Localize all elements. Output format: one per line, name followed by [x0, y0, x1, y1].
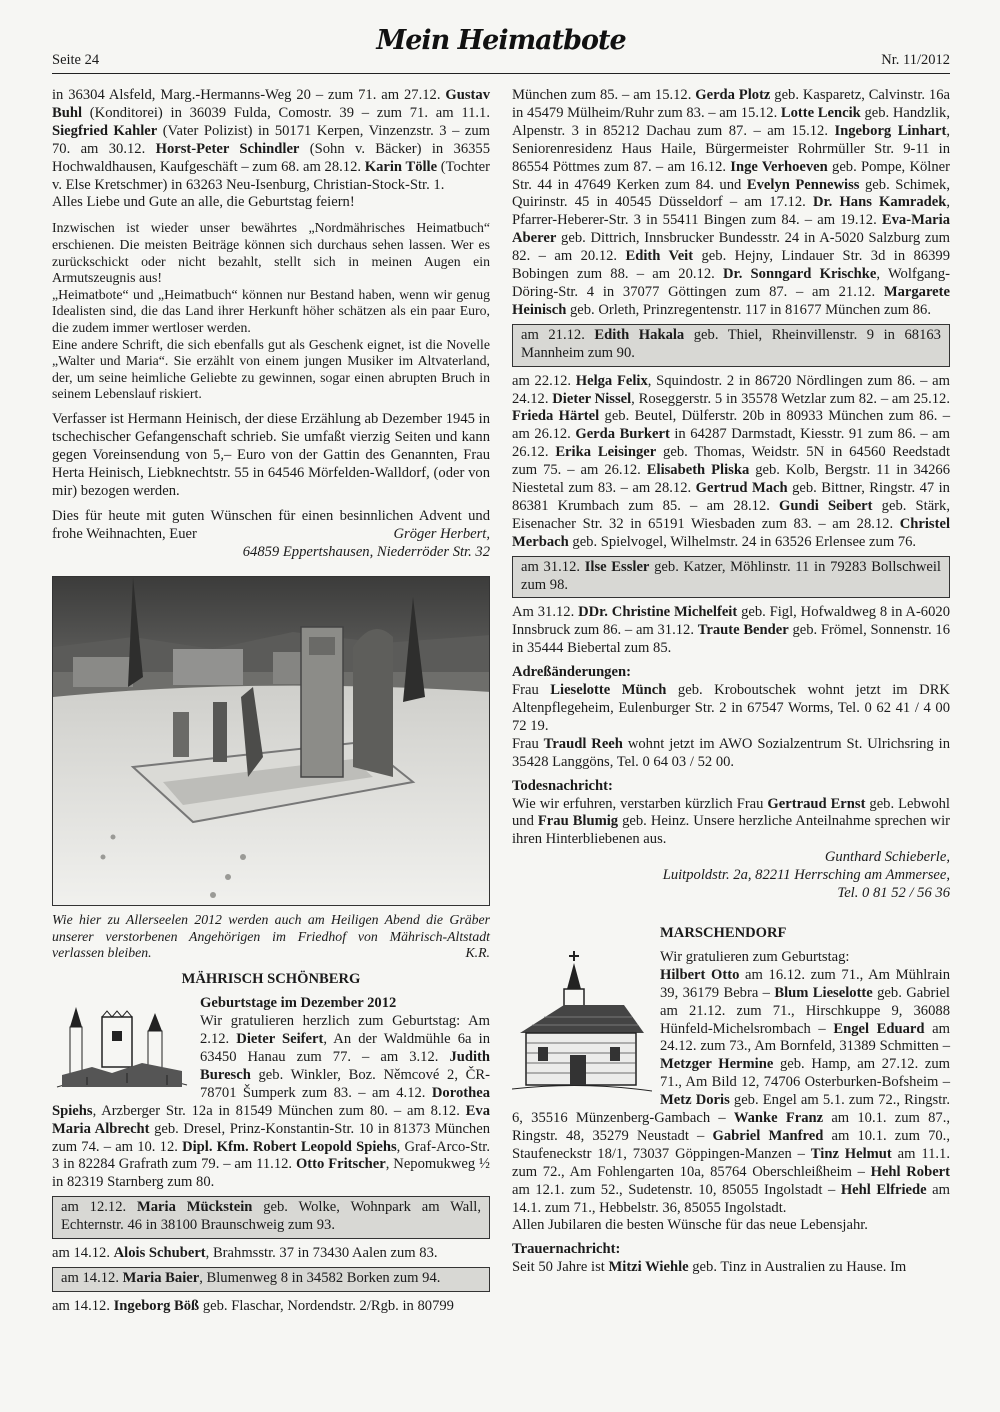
paragraph: Verfasser ist Hermann Heinisch, der diese Erzählung ab Dezember 1945 in tschechischer Gefangenschaft schrieb. Sie umfaßt vierzig Seiten und kann gegen Voreinsendung von 5,– Euro von der Gattin des Genannten, Frau Herta Heinisch, Liebknechtstr. 55 in 64546 Mörfelden-Walldorf, (oder von mir) bezogen werden.	[52, 410, 490, 499]
page-number: Seite 24	[52, 52, 100, 68]
highlight-box: am 21.12. Edith Hakala geb. Thiel, Rheinvillenstr. 9 in 68163 Mannheim zum 90.	[512, 324, 950, 367]
issue-number: Nr. 11/2012	[881, 52, 950, 68]
highlight-box: am 14.12. Maria Baier, Blumenweg 8 in 34582 Borken zum 94.	[52, 1267, 490, 1292]
birthday-list-continued: München zum 85. – am 15.12. Gerda Plotz geb. Kasparetz, Calvinstr. 16a in 45479 Mülheim/Ruhr zum 83. – am 15.12. Lotte Lencik geb. Handzlik, Alpenstr. 3 in 85212 Dachau zum 87. – am 15.12. Ingeborg Linhart, Seniorenresidenz Haus Haile, Bürgermeister Rohrmüller Str. 9-11 in 86554 Pöttmes zum 87. – am 16.12. Inge Verhoeven geb. Pompe, Kölner Str. 44 in 47649 Kerken zum 84. und Evelyn Pennewiss geb. Schimek, Quirinstr. 45 in 40545 Düsseldorf – am 17.12. Dr. Hans Kamradek, Pfarrer-Heberer-Str. 3 in 55411 Bingen zum 84. – am 19.12. Eva-Maria Aberer geb. Dittrich, Innsbrucker Bundesstr. 24 in A-5020 Salzburg zum 82. – am 20.12. Edith Veit geb. Hejny, Lindauer Str. 3d in 86399 Bobingen zum 88. – am 20.12. Dr. Sonngard Krischke, Wolfgang-Döring-Str. 4 in 37077 Göttingen zum 87. – am 21.12. Margarete Heinisch geb. Orleth, Prinzregentenstr. 117 in 81677 München zum 86.	[512, 87, 951, 318]
birthday-entry: am 14.12. Alois Schubert, Brahmsstr. 37 in 73430 Aalen zum 83.	[52, 1245, 438, 1262]
closing-wishes: Allen Jubilaren die besten Wünsche für das neue Lebensjahr.	[512, 1217, 868, 1234]
town-illustration	[52, 997, 192, 1099]
address-change: Frau Lieselotte Münch geb. Kroboutschek wohnt jetzt im DRK Altenpflegeheim, Eulenburger Str. 2 in 67547 Worms, Tel. 0 62 41 / 4 00 72 19.	[512, 682, 950, 734]
highlight-box: am 31.12. Ilse Essler geb. Katzer, Möhlinstr. 11 in 79283 Bollschweil zum 98.	[512, 556, 950, 599]
signature-name: Gunthard Schieberle,	[824, 849, 950, 866]
birthday-list: Am 31.12. DDr. Christine Michelfeit geb. Figl, Hofwaldweg 8 in A-6020 Innsbruck zum 86. – am 31.12. Traute Bender geb. Frömel, Sonnenstr. 16 in 35444 Biebertal zum 85.	[512, 604, 950, 657]
signature-phone: Tel. 0 81 52 / 56 36	[837, 885, 950, 902]
marschendorf-intro: Wir gratulieren zum Geburtstag:	[660, 948, 850, 965]
birthday-entry: am 14.12. Ingeborg Böß geb. Flaschar, Nordendstr. 2/Rgb. in 80799	[52, 1297, 454, 1314]
left-column	[52, 87, 490, 1316]
birthday-list: am 22.12. Helga Felix, Squindostr. 2 in 86720 Nördlingen zum 86. – am 24.12. Dieter Nissel, Roseggerstr. 5 in 35578 Wetzlar zum 82. – am 25.12. Frieda Härtel geb. Beutel, Dülferstr. 20b in 80933 München zum 86. – am 26.12. Gerda Burkert in 64287 Darmstadt, Kiesstr. 91 zum 86. – am 26.12. Erika Leisinger geb. Thomas, Weidstr. 5N in 64560 Reedstadt zum 75. – am 26.12. Elisabeth Pliska geb. Kolb, Bergstr. 11 in 34266 Niestetal zum 83. – am 28.12. Gertrud Mach geb. Bittner, Ringstr. 47 in 86381 Krumbach zum 85. – am 28.12. Gundi Seibert geb. Stärk, Eisenacher Str. 32 in 65191 Wiesbaden zum 83. – am 28.12. Christel Merbach geb. Spielvogel, Wilhelmstr. 24 in 63526 Erlensee zum 76.	[512, 372, 950, 550]
birthday-list: Hilbert Otto am 16.12. zum 71., Am Mühlrain 39, 36179 Bebra – Blum Lieselotte geb. Gabriel am 21.12. zum 71., Hirschkuppe 9, 36088 Hünfeld-Michelsrombach – Engel Eduard am 24.12. zum 73., Am Bornfeld, 31389 Schmitten – Metzger Hermine geb. Hamp, am 27.12. zum 71., Am Bild 12, 74706 Osterburken-Bofsheim – Metz Doris geb. Engel am 5.1. zum 72., Ringstr. 6, 35516 Münzenberg-Gambach – Wanke Franz am 10.1. zum 87., Ringstr. 48, 35279 Neustadt – Gabriel Manfred am 10.1. zum 70., Staufeneckstr 18/1, 73037 Göppingen-Manzen – Tinz Helmut am 11.1. zum 72., Am Fohlengarten 10a, 85764 Oberschleißheim – Hehl Robert am 12.1. zum 52., Sudetenstr. 10, 85055 Ingolstadt – Hehl Elfriede am 14.1. zum 71., Hebbelstr. 36, 85055 Ingolstadt.	[512, 966, 951, 1216]
section-title-maehrisch-schoenberg: MÄHRISCH SCHÖNBERG	[181, 971, 361, 988]
cemetery-photo	[52, 576, 490, 906]
subsection-title: Geburtstage im Dezember 2012	[200, 995, 397, 1012]
author-address: 64859 Eppertshausen, Niederröder Str. 32	[242, 544, 490, 561]
masthead-logo: Mein Heimatbote	[376, 25, 626, 56]
church-illustration	[512, 949, 652, 1105]
right-column	[512, 87, 950, 1277]
photo-caption: Wie hier zu Allerseelen 2012 werden auch am Heiligen Abend die Gräber unserer verstorbenen Angehörigen im Friedhof von Mährisch-Altstadt verlassen bleiben. K.R.	[52, 912, 490, 960]
closing-paragraph: Dies für heute mit guten Wünschen für einen besinnlichen Advent und frohe Weihnachten, Euer Gröger Herbert,	[52, 508, 490, 543]
paragraph: Inzwischen ist wieder unser bewährtes „Nordmährisches Heimatbuch“ erschienen. Die meisten Beiträge können sich durchaus sehen lassen. Wer es zurückschickt oder nicht bezahlt, stellt sich in meinen Augen ein Armutszeugnis aus!	[52, 220, 490, 286]
page-header	[52, 25, 950, 74]
heading-mourning: Trauernachricht:	[512, 1241, 621, 1258]
birthday-list-continued: in 36304 Alsfeld, Marg.-Hermanns-Weg 20 – zum 71. am 27.12. Gustav Buhl (Konditorei) in 36039 Fulda, Comostr. 39 – zum 71. am 11.1. Siegfried Kahler (Vater Polizist) in 50171 Kerpen, Vinzenzstr. 3 – zum 70. am 30.12. Horst-Peter Schindler (Sohn v. Bäcker) in 36355 Hochwaldhausen, Kaufgeschäft – zum 68. am 28.12. Karin Tölle (Tochter v. Else Kretschmer) in 63263 Neu-Isenburg, Christian-Stock-Str. 1.	[52, 87, 491, 193]
signature-address: Luitpoldstr. 2a, 82211 Herrsching am Ammersee,	[662, 867, 950, 884]
mourning-notice: Seit 50 Jahre ist Mitzi Wiehle geb. Tinz in Australien zu Hause. Im	[512, 1259, 907, 1276]
heading-address-changes: Adreßänderungen:	[512, 664, 631, 681]
birthday-list: Wir gratulieren herzlich zum Geburtstag: Am 2.12. Dieter Seifert, An der Waldmühle 6a in 63450 Hanau zum 77. – am 3.12. Judith Buresch geb. Winkler, Boz. Němcové 2, ČR-78701 Šumperk zum 83. – am 4.12. Dorothea Spiehs, Arzberger Str. 12a in 81549 München zum 80. – am 8.12. Eva Maria Albrecht geb. Dresel, Prinz-Konstantin-Str. 10 in 81373 München zum 74. – am 10. 12. Dipl. Kfm. Robert Leopold Spiehs, Graf-Arco-Str. 3 in 82284 Grafrath zum 79. – am 11.12. Otto Fritscher, Nepomukweg ½ in 82319 Starnberg zum 80.	[52, 1013, 490, 1191]
paragraph: Eine andere Schrift, die sich ebenfalls gut als Geschenk eignet, ist die Novelle „Walter und Maria“. Sie erzählt von einem jungen Musiker im Altvaterland, der, um seine heimliche Geliebte zu gewinnen, sogar einen abrupten Bruch in seinem Lebenslauf riskiert.	[52, 336, 490, 402]
paragraph: „Heimatbote“ und „Heimatbuch“ können nur Bestand haben, wenn wir genug Idealisten sind, die das Land ihrer Herkunft höher schätzen als ein paar Euro, die zudem immer wertloser werden.	[52, 286, 490, 335]
highlight-box: am 12.12. Maria Mückstein geb. Wolke, Wohnpark am Wall, Echternstr. 46 in 38100 Braunschweig zum 93.	[52, 1196, 490, 1239]
greeting: Alles Liebe und Gute an alle, die Geburtstag feiern!	[52, 194, 355, 211]
address-change: Frau Traudl Reeh wohnt jetzt im AWO Sozialzentrum St. Ulrichsring in 35428 Langgöns, Tel. 0 64 03 / 52 00.	[512, 735, 950, 770]
section-title-marschendorf: MARSCHENDORF	[660, 924, 787, 941]
death-notice: Wie wir erfuhren, verstarben kürzlich Frau Gertraud Ernst geb. Lebwohl und Frau Blumig geb. Heinz. Unsere herzliche Anteilnahme sprechen wir ihren Hinterbliebenen aus.	[512, 795, 950, 848]
heading-death-notice: Todesnachricht:	[512, 777, 613, 794]
